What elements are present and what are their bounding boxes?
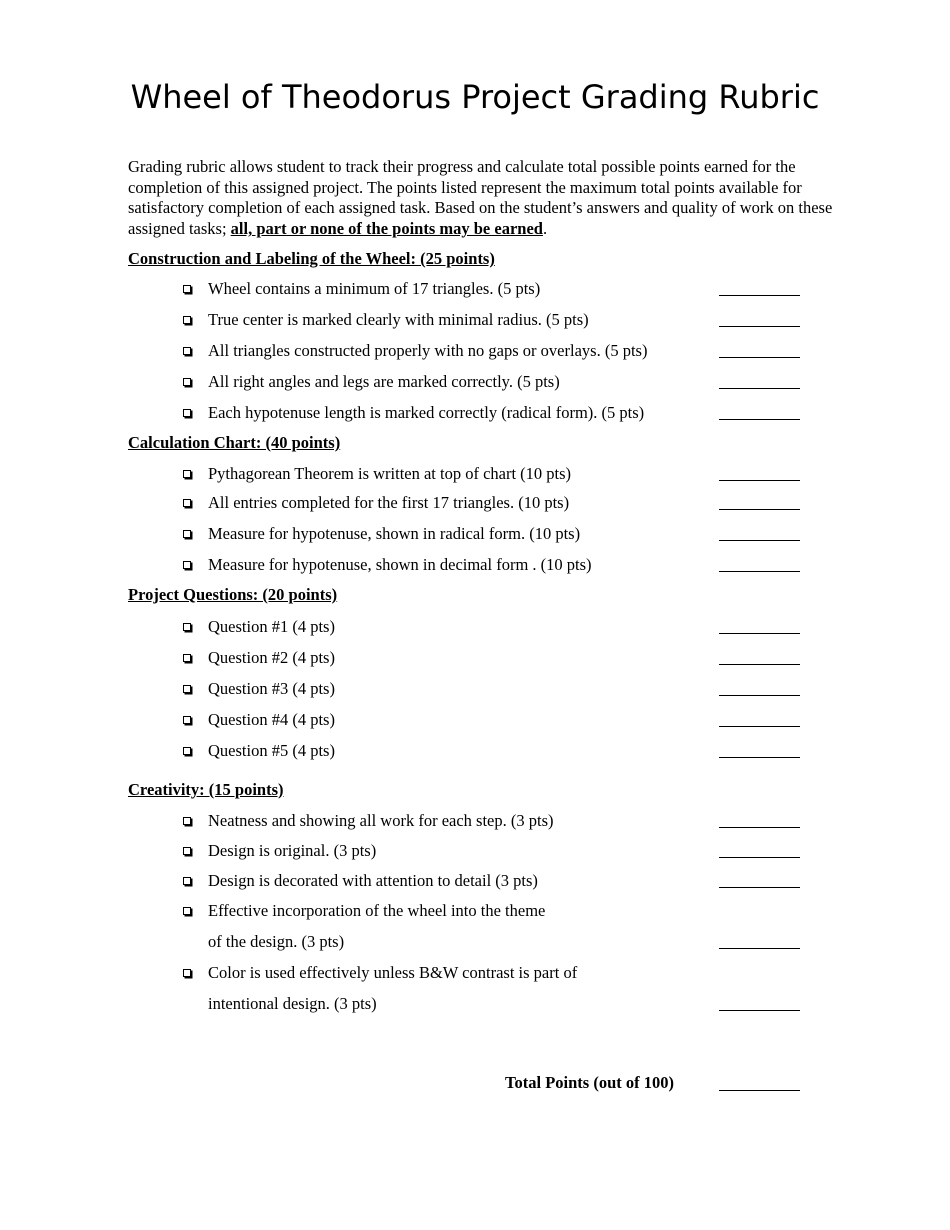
rubric-item-text: Neatness and showing all work for each step. (3 pts) <box>208 811 554 830</box>
intro-emphasis: all, part or none of the points may be earned <box>230 219 543 239</box>
rubric-item <box>180 341 820 365</box>
intro-paragraph <box>128 157 838 240</box>
rubric-item <box>180 811 820 835</box>
rubric-item-text: Measure for hypotenuse, shown in decimal form . (10 pts) <box>208 555 592 574</box>
score-blank[interactable] <box>719 571 800 572</box>
rubric-item-text: Question #1 (4 pts) <box>208 617 335 636</box>
score-blank[interactable] <box>719 695 800 696</box>
rubric-item <box>180 710 820 734</box>
rubric-item <box>180 310 820 334</box>
checkbox-icon[interactable] <box>183 747 191 755</box>
checkbox-icon[interactable] <box>183 470 191 478</box>
checkbox-icon[interactable] <box>183 907 191 915</box>
section-heading-construction: Construction and Labeling of the Wheel: (25 points) <box>128 249 495 268</box>
rubric-item-text: Question #2 (4 pts) <box>208 648 335 667</box>
score-blank[interactable] <box>719 887 800 888</box>
checkbox-icon[interactable] <box>183 685 191 693</box>
rubric-item <box>180 524 820 548</box>
score-blank[interactable] <box>719 326 800 327</box>
rubric-item-text: All triangles constructed properly with no gaps or overlays. (5 pts) <box>208 341 648 360</box>
rubric-item-text: Design is decorated with attention to detail (3 pts) <box>208 871 538 890</box>
rubric-item-text: Question #3 (4 pts) <box>208 679 335 698</box>
rubric-item <box>180 464 820 488</box>
rubric-item <box>180 555 820 579</box>
rubric-item <box>180 963 820 1018</box>
rubric-item <box>180 871 820 895</box>
rubric-item <box>180 372 820 396</box>
page-title: Wheel of Theodorus Project Grading Rubric <box>130 78 820 116</box>
checkbox-icon[interactable] <box>183 285 191 293</box>
rubric-item <box>180 901 820 956</box>
checkbox-icon[interactable] <box>183 347 191 355</box>
checkbox-icon[interactable] <box>183 561 191 569</box>
total-points-label: Total Points (out of 100) <box>505 1073 674 1092</box>
rubric-item-text: Question #5 (4 pts) <box>208 741 335 760</box>
rubric-item-text: Pythagorean Theorem is written at top of chart (10 pts) <box>208 464 572 483</box>
checkbox-icon[interactable] <box>183 316 191 324</box>
rubric-item-text: Color is used effectively unless B&W contrast is part of <box>208 963 578 982</box>
checkbox-icon[interactable] <box>183 877 191 885</box>
rubric-item <box>180 679 820 703</box>
rubric-item <box>180 648 820 672</box>
rubric-item-text: Wheel contains a minimum of 17 triangles. (5 pts) <box>208 279 541 298</box>
checkbox-icon[interactable] <box>183 817 191 825</box>
score-blank[interactable] <box>719 633 800 634</box>
rubric-item <box>180 403 820 427</box>
score-blank[interactable] <box>719 419 800 420</box>
score-blank[interactable] <box>719 827 800 828</box>
score-blank[interactable] <box>719 664 800 665</box>
checkbox-icon[interactable] <box>183 716 191 724</box>
rubric-item-text-continued: of the design. (3 pts) <box>208 932 345 951</box>
intro-end: . <box>542 219 548 239</box>
score-blank[interactable] <box>719 726 800 727</box>
rubric-item <box>180 741 820 765</box>
rubric-item-text: Question #4 (4 pts) <box>208 710 335 729</box>
score-blank[interactable] <box>719 948 800 949</box>
section-heading-creativity: Creativity: (15 points) <box>128 780 284 799</box>
score-blank[interactable] <box>719 540 800 541</box>
checkbox-icon[interactable] <box>183 969 191 977</box>
rubric-item-text: Each hypotenuse length is marked correctly (radical form). (5 pts) <box>208 403 645 422</box>
section-heading-calculation-chart: Calculation Chart: (40 points) <box>128 433 341 452</box>
rubric-item-text: All right angles and legs are marked correctly. (5 pts) <box>208 372 560 391</box>
score-blank[interactable] <box>719 480 800 481</box>
score-blank[interactable] <box>719 757 800 758</box>
checkbox-icon[interactable] <box>183 623 191 631</box>
rubric-item-text: Design is original. (3 pts) <box>208 841 377 860</box>
section-heading-project-questions: Project Questions: (20 points) <box>128 585 338 604</box>
checkbox-icon[interactable] <box>183 499 191 507</box>
rubric-item-text: All entries completed for the first 17 triangles. (10 pts) <box>208 493 570 512</box>
checkbox-icon[interactable] <box>183 378 191 386</box>
checkbox-icon[interactable] <box>183 530 191 538</box>
score-blank[interactable] <box>719 1010 800 1011</box>
checkbox-icon[interactable] <box>183 409 191 417</box>
rubric-item-text: Effective incorporation of the wheel into the theme <box>208 901 546 920</box>
rubric-item <box>180 841 820 865</box>
rubric-item-text: Measure for hypotenuse, shown in radical form. (10 pts) <box>208 524 581 543</box>
rubric-item <box>180 617 820 641</box>
score-blank[interactable] <box>719 388 800 389</box>
score-blank[interactable] <box>719 509 800 510</box>
intro-text: Grading rubric allows student to track their progress and calculate total possible points earned for the completion of this assigned project. The points listed represent the maximum total points available for satisfactory completion of each assigned task. Based on the student’s answers and quality of work on these assigned tasks; <box>128 157 833 239</box>
rubric-item <box>180 279 820 303</box>
rubric-item <box>180 493 820 517</box>
score-blank[interactable] <box>719 295 800 296</box>
rubric-item-text: True center is marked clearly with minimal radius. (5 pts) <box>208 310 589 329</box>
score-blank[interactable] <box>719 857 800 858</box>
rubric-item-text-continued: intentional design. (3 pts) <box>208 994 377 1013</box>
score-blank[interactable] <box>719 357 800 358</box>
total-score-blank[interactable] <box>719 1090 800 1091</box>
checkbox-icon[interactable] <box>183 847 191 855</box>
checkbox-icon[interactable] <box>183 654 191 662</box>
